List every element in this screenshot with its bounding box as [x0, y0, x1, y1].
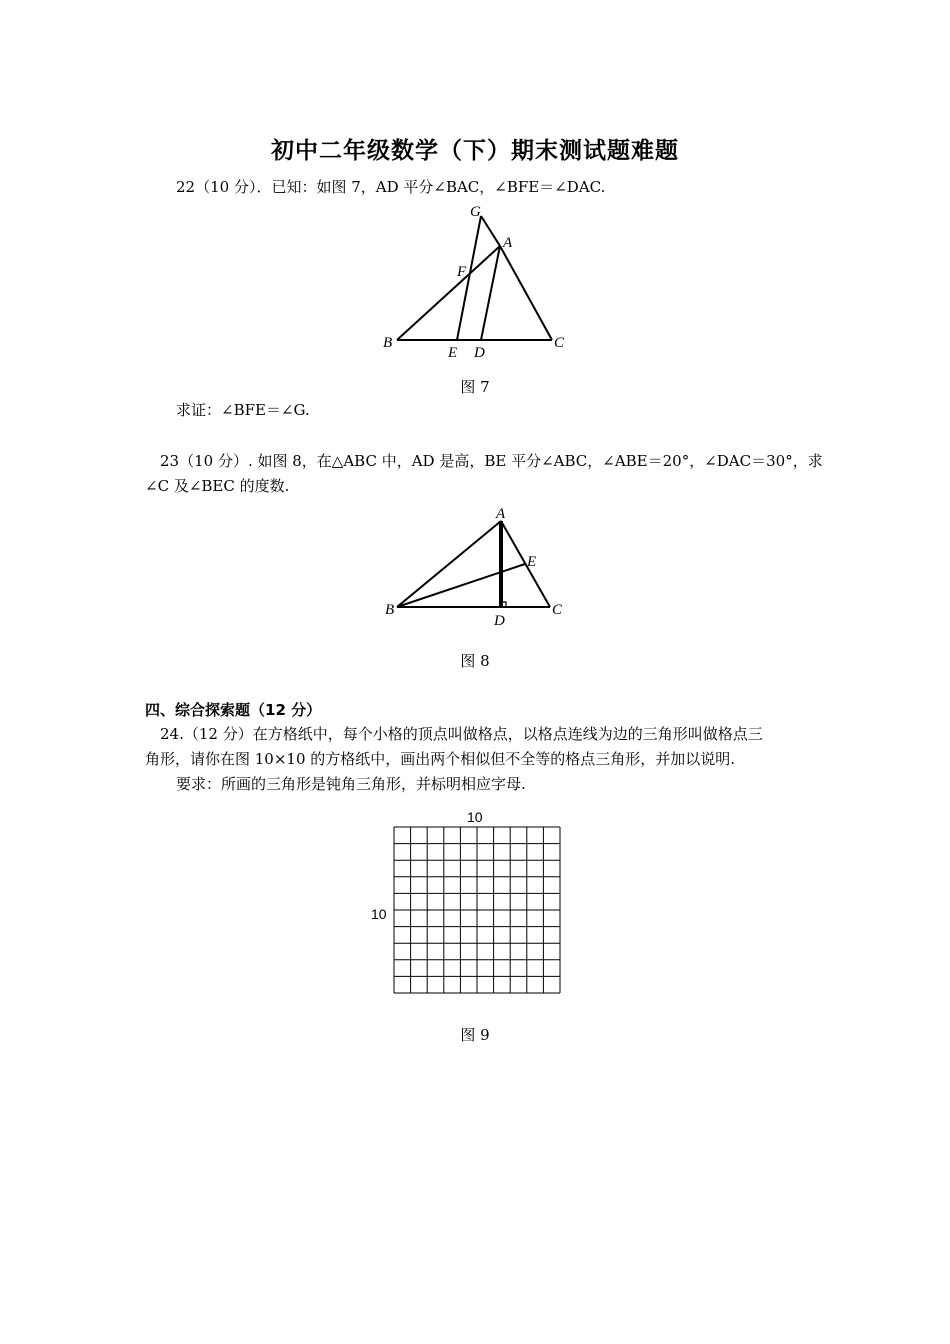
q24-statement-line1: 24.（12 分）在方格纸中，每个小格的顶点叫做格点，以格点连线为边的三角形叫做格点三 — [160, 725, 763, 743]
label-C: C — [554, 335, 565, 351]
q22-statement: 22（10 分）．已知：如图 7，AD 平分∠BAC，∠BFE＝∠DAC. — [176, 178, 606, 196]
segment-BE — [397, 564, 525, 607]
figure-8 — [380, 503, 580, 633]
label-F: F — [457, 264, 467, 280]
q24-requirement: 要求：所画的三角形是钝角三角形，并标明相应字母. — [176, 775, 526, 793]
figure-8-caption: 图 8 — [460, 652, 490, 670]
label-D: D — [494, 613, 505, 629]
label-C: C — [552, 602, 563, 618]
segment-AC — [501, 521, 550, 607]
page-title: 初中二年级数学（下）期末测试题难题 — [271, 138, 679, 164]
q22-prove: 求证：∠BFE＝∠G. — [176, 401, 310, 419]
grid-side-label: 10 — [371, 906, 387, 922]
label-G: G — [470, 204, 481, 220]
segment-AC — [500, 246, 552, 340]
label-A: A — [503, 235, 513, 251]
segment-GA — [481, 216, 500, 246]
label-B: B — [385, 602, 395, 618]
figure-7 — [380, 200, 580, 365]
label-D: D — [474, 345, 485, 361]
q23-statement-line1: 23（10 分）. 如图 8，在△ABC 中，AD 是高，BE 平分∠ABC，∠ABE＝20°，∠DAC＝30°，求 — [160, 452, 823, 470]
label-E: E — [527, 554, 537, 570]
figure-9-grid — [365, 805, 575, 1000]
section-4-heading: 四、综合探索题（12 分） — [145, 701, 322, 719]
label-E: E — [448, 345, 458, 361]
label-A: A — [496, 506, 506, 522]
q24-statement-line2: 角形，请你在图 10×10 的方格纸中，画出两个相似但不全等的格点三角形，并加以说明. — [145, 750, 736, 768]
figure-9-caption: 图 9 — [460, 1026, 490, 1044]
figure-7-caption: 图 7 — [460, 378, 490, 396]
q23-statement-line2: ∠C 及∠BEC 的度数. — [145, 477, 290, 495]
grid-top-label: 10 — [467, 809, 483, 825]
label-B: B — [383, 335, 393, 351]
segment-BA — [397, 521, 501, 607]
